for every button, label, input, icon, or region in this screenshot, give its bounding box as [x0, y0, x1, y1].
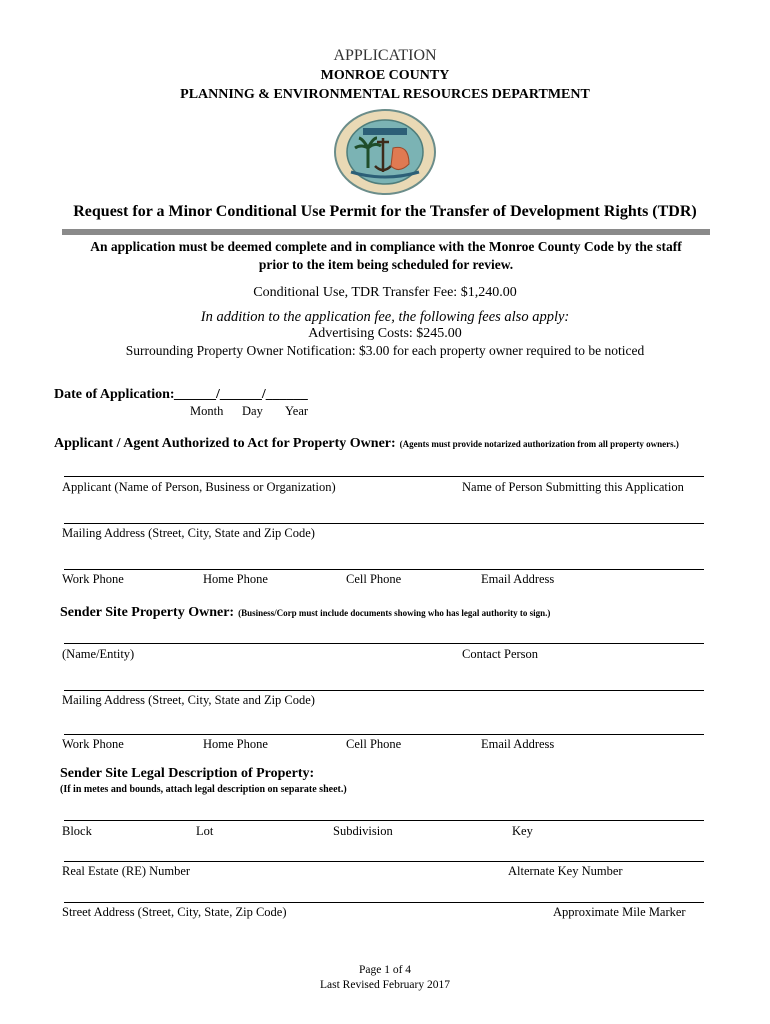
title-divider: [62, 229, 710, 235]
alternate-key-label: Alternate Key Number: [508, 864, 623, 878]
completeness-notice: [62, 238, 710, 274]
block-label: Block: [62, 824, 92, 838]
sender-owner-note: (Business/Corp must include documents showing who has legal authority to sign.): [238, 608, 551, 618]
county-seal-icon: [333, 108, 437, 196]
street-address-label: Street Address (Street, City, State, Zip Code): [62, 905, 287, 919]
applicant-name-line[interactable]: [64, 476, 704, 477]
advertising-cost: Advertising Costs: $245.00: [308, 326, 462, 341]
legal-description-note: (If in metes and bounds, attach legal description on separate sheet.): [60, 784, 347, 795]
applicant-section-heading: [54, 434, 679, 452]
sender-owner-heading: Sender Site Property Owner:: [60, 605, 235, 620]
applicant-email-label: Email Address: [481, 572, 555, 586]
key-label: Key: [512, 824, 533, 838]
street-address-line[interactable]: [64, 902, 704, 903]
page-number: Page 1 of 4: [358, 964, 412, 976]
legal-block-line[interactable]: [64, 820, 704, 821]
mile-marker-label: Approximate Mile Marker: [553, 905, 686, 919]
owner-name-label: (Name/Entity): [62, 647, 135, 661]
additional-fees-note: In addition to the application fee, the following fees also apply:: [200, 309, 570, 325]
page-footer: [0, 963, 770, 993]
re-number-label: Real Estate (RE) Number: [62, 864, 191, 878]
owner-phone-line[interactable]: [64, 734, 704, 735]
month-label: Month: [190, 404, 224, 418]
county-name: MONROE COUNTY: [320, 68, 450, 83]
applicant-note: (Agents must provide notarized authorization from all property owners.): [399, 439, 679, 449]
owner-mailing-label: Mailing Address (Street, City, State and Zip Code): [62, 693, 315, 707]
owner-name-line[interactable]: [64, 643, 704, 644]
department-name: PLANNING & ENVIRONMENTAL RESOURCES DEPARTMENT: [180, 87, 590, 102]
subdivision-label: Subdivision: [333, 824, 393, 838]
request-title: Request for a Minor Conditional Use Permit for the Transfer of Development Rights (TDR): [73, 203, 697, 220]
applicant-home-phone-label: Home Phone: [203, 572, 268, 586]
revision-date: Last Revised February 2017: [320, 979, 450, 991]
applicant-cell-phone-label: Cell Phone: [346, 572, 402, 586]
submitter-name-label: Name of Person Submitting this Application: [462, 480, 684, 494]
sender-owner-section-heading: [60, 603, 550, 621]
owner-email-label: Email Address: [481, 737, 555, 751]
applicant-heading: Applicant / Agent Authorized to Act for Property Owner:: [54, 436, 396, 451]
owner-contact-label: Contact Person: [462, 647, 539, 661]
owner-mailing-line[interactable]: [64, 690, 704, 691]
applicant-phone-line[interactable]: [64, 569, 704, 570]
notice-line-2: prior to the item being scheduled for review.: [258, 257, 514, 272]
application-heading: APPLICATION: [333, 47, 437, 64]
applicant-name-label: Applicant (Name of Person, Business or Organization): [62, 480, 336, 494]
applicant-mailing-line[interactable]: [64, 523, 704, 524]
legal-description-heading: Sender Site Legal Description of Property:: [60, 766, 315, 781]
owner-cell-phone-label: Cell Phone: [346, 737, 402, 751]
date-of-application-field[interactable]: ______/______/______: [174, 387, 308, 402]
date-of-application-label: Date of Application:: [54, 387, 175, 402]
applicant-mailing-label: Mailing Address (Street, City, State and Zip Code): [62, 526, 315, 540]
year-label: Year: [285, 404, 309, 418]
transfer-fee: Conditional Use, TDR Transfer Fee: $1,240.00: [253, 285, 517, 300]
lot-label: Lot: [196, 824, 214, 838]
notification-fee: Surrounding Property Owner Notification: $3.00 for each property owner required to be noticed: [125, 343, 645, 358]
re-number-line[interactable]: [64, 861, 704, 862]
owner-work-phone-label: Work Phone: [62, 737, 124, 751]
owner-home-phone-label: Home Phone: [203, 737, 268, 751]
day-label: Day: [242, 404, 263, 418]
applicant-work-phone-label: Work Phone: [62, 572, 124, 586]
notice-line-1: An application must be deemed complete and in compliance with the Monroe County Code by the staff: [90, 239, 682, 254]
